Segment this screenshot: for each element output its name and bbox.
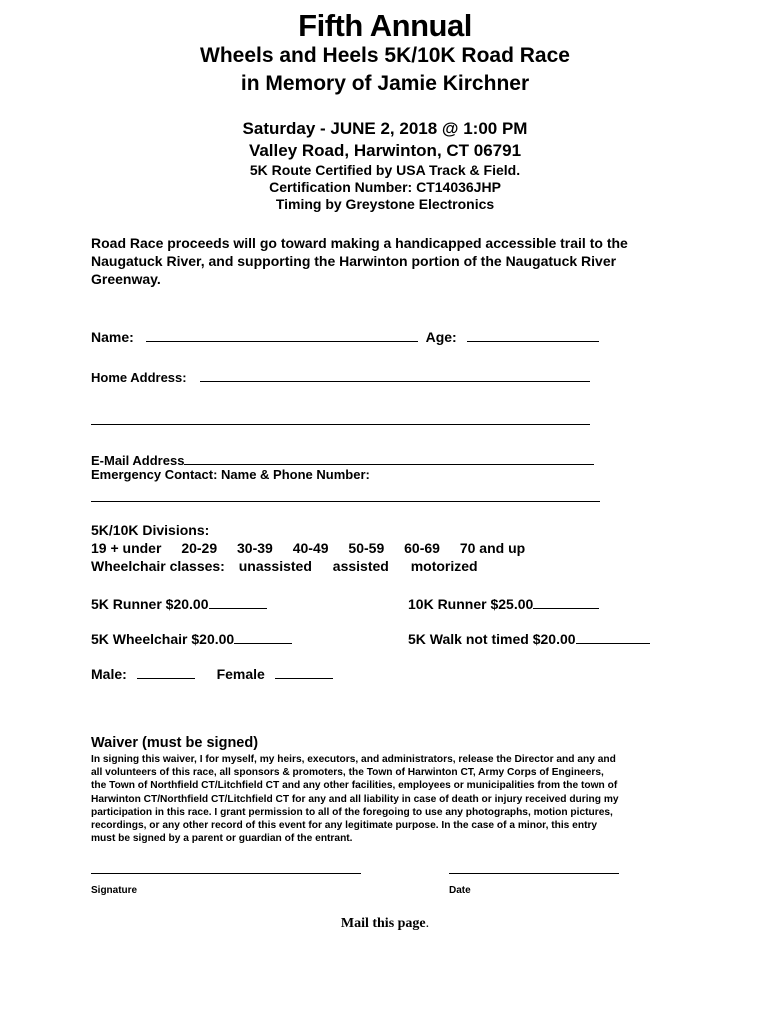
- age-group-item: 70 and up: [459, 540, 526, 556]
- age-group-item: 30-39: [237, 540, 273, 556]
- certification-number: Certification Number: CT14036JHP: [269, 179, 501, 195]
- proceeds-paragraph: Road Race proceeds will go toward making a handicapped accessible trail to the Naugatuck River, and supporting the Harwinton portion of the Naugatuck River Greenway.: [91, 235, 628, 287]
- race-name-line2: in Memory of Jamie Kirchner: [240, 72, 530, 95]
- home-address-row: [91, 367, 590, 385]
- emergency-contact-field[interactable]: [91, 487, 600, 502]
- age-group-item: 40-49: [292, 540, 329, 556]
- wheelchair-class-item: motorized: [410, 558, 478, 574]
- home-address-line2-field[interactable]: [91, 410, 590, 425]
- gender-row: [91, 664, 333, 682]
- signature-label: Signature: [91, 885, 138, 896]
- waiver-line: must be signed by a parent or guardian of the entrant.: [91, 833, 353, 845]
- wheelchair-class-item: assisted: [332, 558, 389, 574]
- fee-5k-wheelchair: [91, 629, 292, 647]
- mail-instruction-period: .: [425, 916, 430, 931]
- age-group-item: 60-69: [404, 540, 440, 556]
- race-date-time: Saturday - JUNE 2, 2018 @ 1:00 PM: [242, 119, 528, 138]
- email-label: E-Mail Address: [91, 453, 185, 468]
- age-group-item: 50-59: [348, 540, 385, 556]
- female-label: Female: [216, 666, 265, 682]
- age-group-item: 19 + under: [91, 540, 162, 556]
- fee-5k-runner: [91, 594, 267, 612]
- fee-5k-walk-label: 5K Walk not timed $20.00: [408, 631, 576, 647]
- divisions-heading: 5K/10K Divisions:: [91, 522, 210, 538]
- form-title: Fifth Annual: [298, 8, 472, 43]
- fee-5k-wheelchair-field[interactable]: [234, 629, 292, 644]
- waiver-line: In signing this waiver, I for myself, my heirs, executors, and administrators, release the Director and any and: [91, 754, 616, 765]
- name-label: Name:: [91, 329, 134, 345]
- waiver-line: participation in this race. I grant permission to all of the foregoing to use any photographs, motion pictures,: [91, 806, 613, 818]
- wheelchair-class-item: unassisted: [238, 558, 312, 574]
- fee-10k-runner-label: 10K Runner $25.00: [408, 596, 534, 612]
- waiver-line: Harwinton CT/Northfield CT/Litchfield CT for any and all liability in case of death or injury received during my: [91, 793, 619, 805]
- wheelchair-class-list: [91, 558, 478, 574]
- fee-5k-wheelchair-label: 5K Wheelchair $20.00: [91, 631, 235, 647]
- waiver-text: [91, 753, 691, 845]
- fee-10k-runner: [408, 594, 599, 612]
- waiver-line: recordings, or any other record of this event for any legitimate purpose. In the case of a minor, this entry: [91, 820, 598, 832]
- fee-5k-walk: [408, 629, 650, 647]
- male-field[interactable]: [137, 664, 195, 679]
- male-label: Male:: [91, 666, 127, 682]
- email-row: [91, 450, 594, 468]
- home-address-label: Home Address:: [91, 370, 187, 385]
- age-group-list: [91, 540, 525, 556]
- age-group-item: 20-29: [181, 540, 218, 556]
- age-field[interactable]: [467, 327, 599, 342]
- signature-field[interactable]: [91, 873, 361, 874]
- route-certification: 5K Route Certified by USA Track & Field.: [249, 162, 521, 178]
- fee-5k-runner-field[interactable]: [209, 594, 267, 609]
- race-name-line1: Wheels and Heels 5K/10K Road Race: [200, 44, 570, 67]
- mail-instruction: [0, 916, 770, 932]
- fee-5k-runner-label: 5K Runner $20.00: [91, 596, 209, 612]
- name-field[interactable]: [146, 327, 418, 342]
- emergency-contact-label: Emergency Contact: Name & Phone Number:: [91, 467, 370, 482]
- date-label: Date: [449, 885, 471, 896]
- female-field[interactable]: [275, 664, 333, 679]
- race-location: Valley Road, Harwinton, CT 06791: [248, 141, 522, 160]
- name-row: [91, 327, 599, 345]
- waiver-line: all volunteers of this race, all sponsors & promoters, the Town of Harwinton CT, Army Corps of Engineers,: [91, 767, 604, 779]
- home-address-field[interactable]: [200, 367, 590, 382]
- fee-5k-walk-field[interactable]: [576, 629, 650, 644]
- mail-instruction-text: Mail this page: [340, 916, 426, 931]
- timing-provider: Timing by Greystone Electronics: [275, 196, 495, 212]
- age-label: Age:: [425, 329, 457, 345]
- email-field[interactable]: [184, 450, 594, 465]
- wheelchair-classes-label: Wheelchair classes:: [91, 558, 225, 574]
- fee-10k-runner-field[interactable]: [533, 594, 599, 609]
- waiver-title: Waiver (must be signed): [91, 735, 259, 751]
- date-field[interactable]: [449, 873, 619, 874]
- waiver-line: the Town of Northfield CT/Litchfield CT and any other facilities, employees or municipalities from the town of: [91, 780, 618, 792]
